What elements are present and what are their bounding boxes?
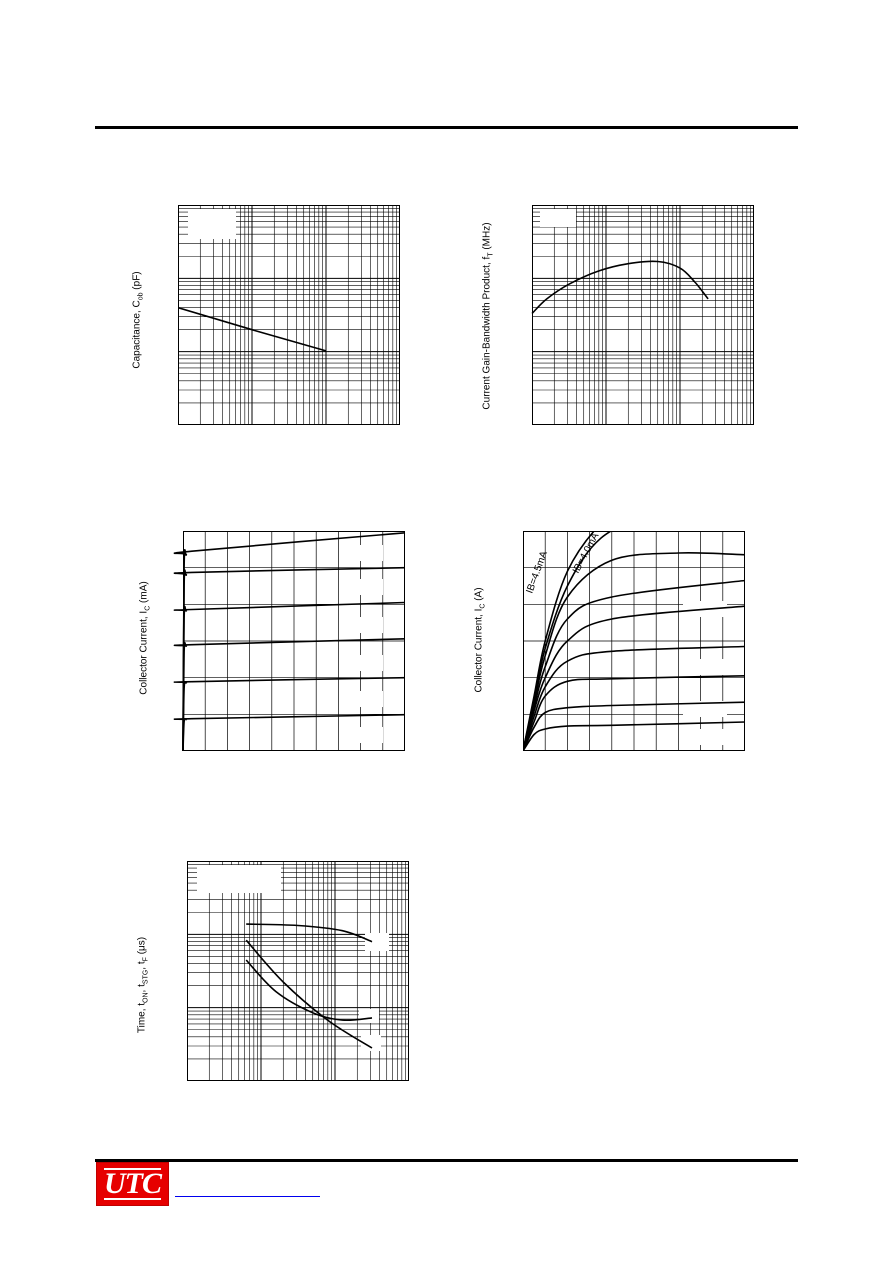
collector-current-ma-chart [183, 531, 405, 751]
collector-current-a-axis-label: Collector Current, $I_C$ (A) [473, 587, 487, 693]
label-box [341, 691, 383, 707]
label-box [359, 1009, 379, 1023]
collector-current-ma-axis-label: Collector Current, $I_C$ (mA) [138, 581, 152, 695]
series-line-1 [523, 502, 634, 751]
label-box [341, 617, 383, 633]
gain-bandwidth-chart [532, 205, 754, 425]
annotation-ib-40: IB=4.0mA [570, 531, 602, 576]
capacitance-chart [178, 205, 400, 425]
logo-text: UTC [104, 1167, 161, 1200]
label-box [683, 659, 727, 675]
website-link-underline[interactable] [175, 1196, 320, 1197]
utc-logo [96, 1162, 169, 1206]
series-line-1 [246, 924, 372, 942]
footer-rule [95, 1159, 798, 1162]
annotation-ib-45: IB=4.5mA [524, 549, 550, 596]
header-rule [95, 126, 798, 129]
plot-frame [533, 206, 754, 425]
label-box [341, 545, 383, 561]
series-line-1 [532, 261, 708, 313]
grid [532, 205, 754, 425]
label-box [188, 209, 236, 239]
label-box [341, 727, 383, 743]
label-box [341, 579, 383, 595]
switching-time-chart [187, 861, 409, 1081]
label-box [341, 655, 383, 671]
collector-current-a-chart [523, 531, 745, 751]
grid [523, 531, 745, 751]
gain-bandwidth-axis-label: Current Gain-Bandwidth Product, $f_T$ (MHz) [481, 222, 495, 410]
label-box [365, 933, 389, 951]
label-box [683, 729, 727, 745]
switching-time-axis-label: Time, $t_{ON}$, $t_{STG}$, $t_F$ (μs) [136, 936, 150, 1034]
label-box [540, 209, 576, 227]
capacitance-axis-label: Capacitance, $C_{ob}$ (pF) [131, 271, 145, 369]
label-box [197, 865, 281, 893]
